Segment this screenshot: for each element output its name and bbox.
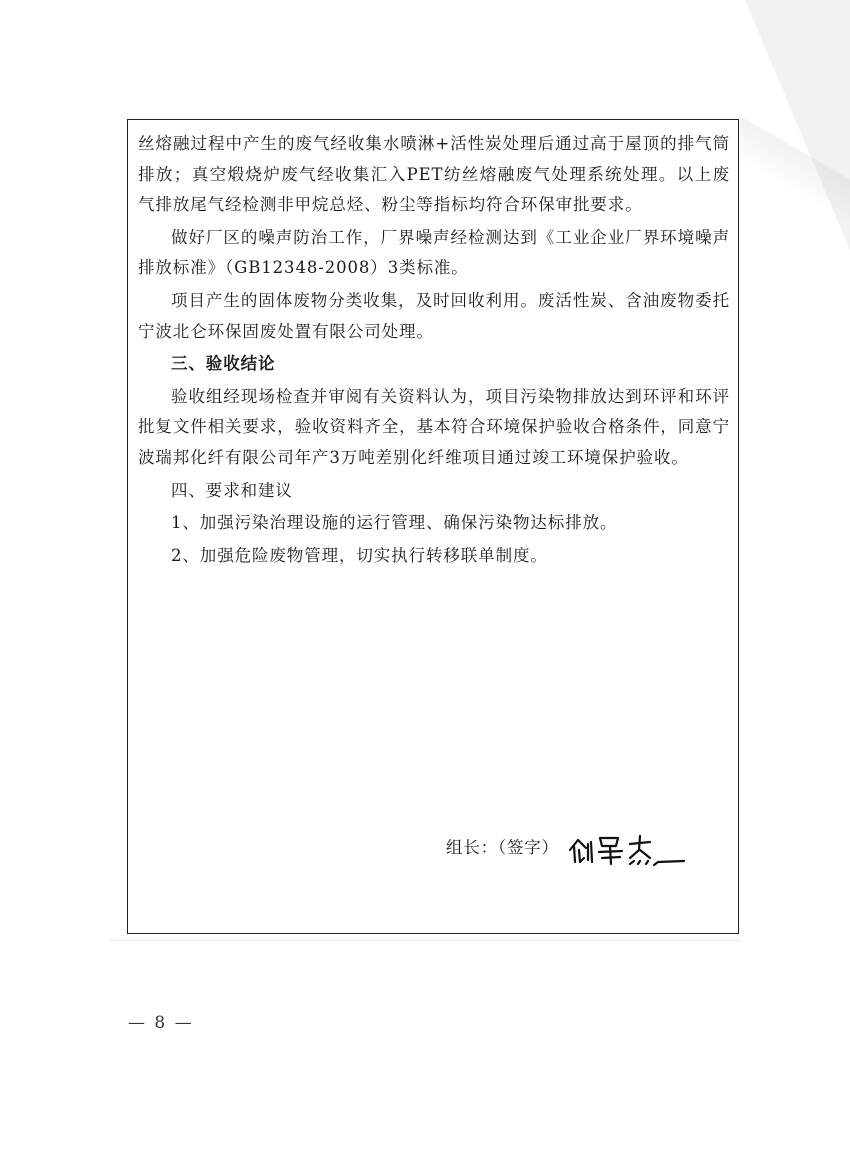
requirement-item-2: 2、加强危险废物管理，切实执行转移联单制度。 (171, 545, 548, 565)
section-heading-requirements: 四、要求和建议 (171, 480, 293, 500)
page-number: — 8 — (128, 1013, 194, 1033)
signature-row (446, 828, 726, 868)
paragraph-noise: 做好厂区的噪声防治工作，厂界噪声经检测达到《工业企业厂界环境噪声排放标准》（GB12348-2008）3类标准。 (138, 227, 730, 278)
paragraph-conclusion: 验收组经现场检查并审阅有关资料认为，项目污染物排放达到环评和环评批复文件相关要求，验收资料齐全，基本符合环境保护验收合格条件，同意宁波瑞邦化纤有限公司年产3万吨差别化纤维项目通过竣工环境保护验收。 (138, 386, 730, 467)
handwritten-signature (566, 828, 686, 868)
requirement-item-1: 1、加强污染治理设施的运行管理、确保污染物达标排放。 (171, 513, 618, 533)
paragraph-exhaust-gas: 丝熔融过程中产生的废气经收集水喷淋+活性炭处理后通过高于屋顶的排气筒排放；真空煅烧炉废气经收集汇入PET纺丝熔融废气处理系统处理。以上废气排放尾气经检测非甲烷总烃、粉尘等指标均符合环保审批要求。 (138, 134, 730, 215)
page-fold-shadow (740, 0, 850, 260)
content-frame (127, 119, 739, 934)
section-heading-conclusion: 三、验收结论 (171, 354, 276, 374)
bleed-through-shadow (110, 940, 740, 981)
document-body (138, 129, 730, 573)
paragraph-solid-waste: 项目产生的固体废物分类收集，及时回收利用。废活性炭、含油废物委托宁波北仑环保固废处置有限公司处理。 (138, 290, 730, 341)
signature-label: 组长：（签字） (446, 838, 559, 857)
